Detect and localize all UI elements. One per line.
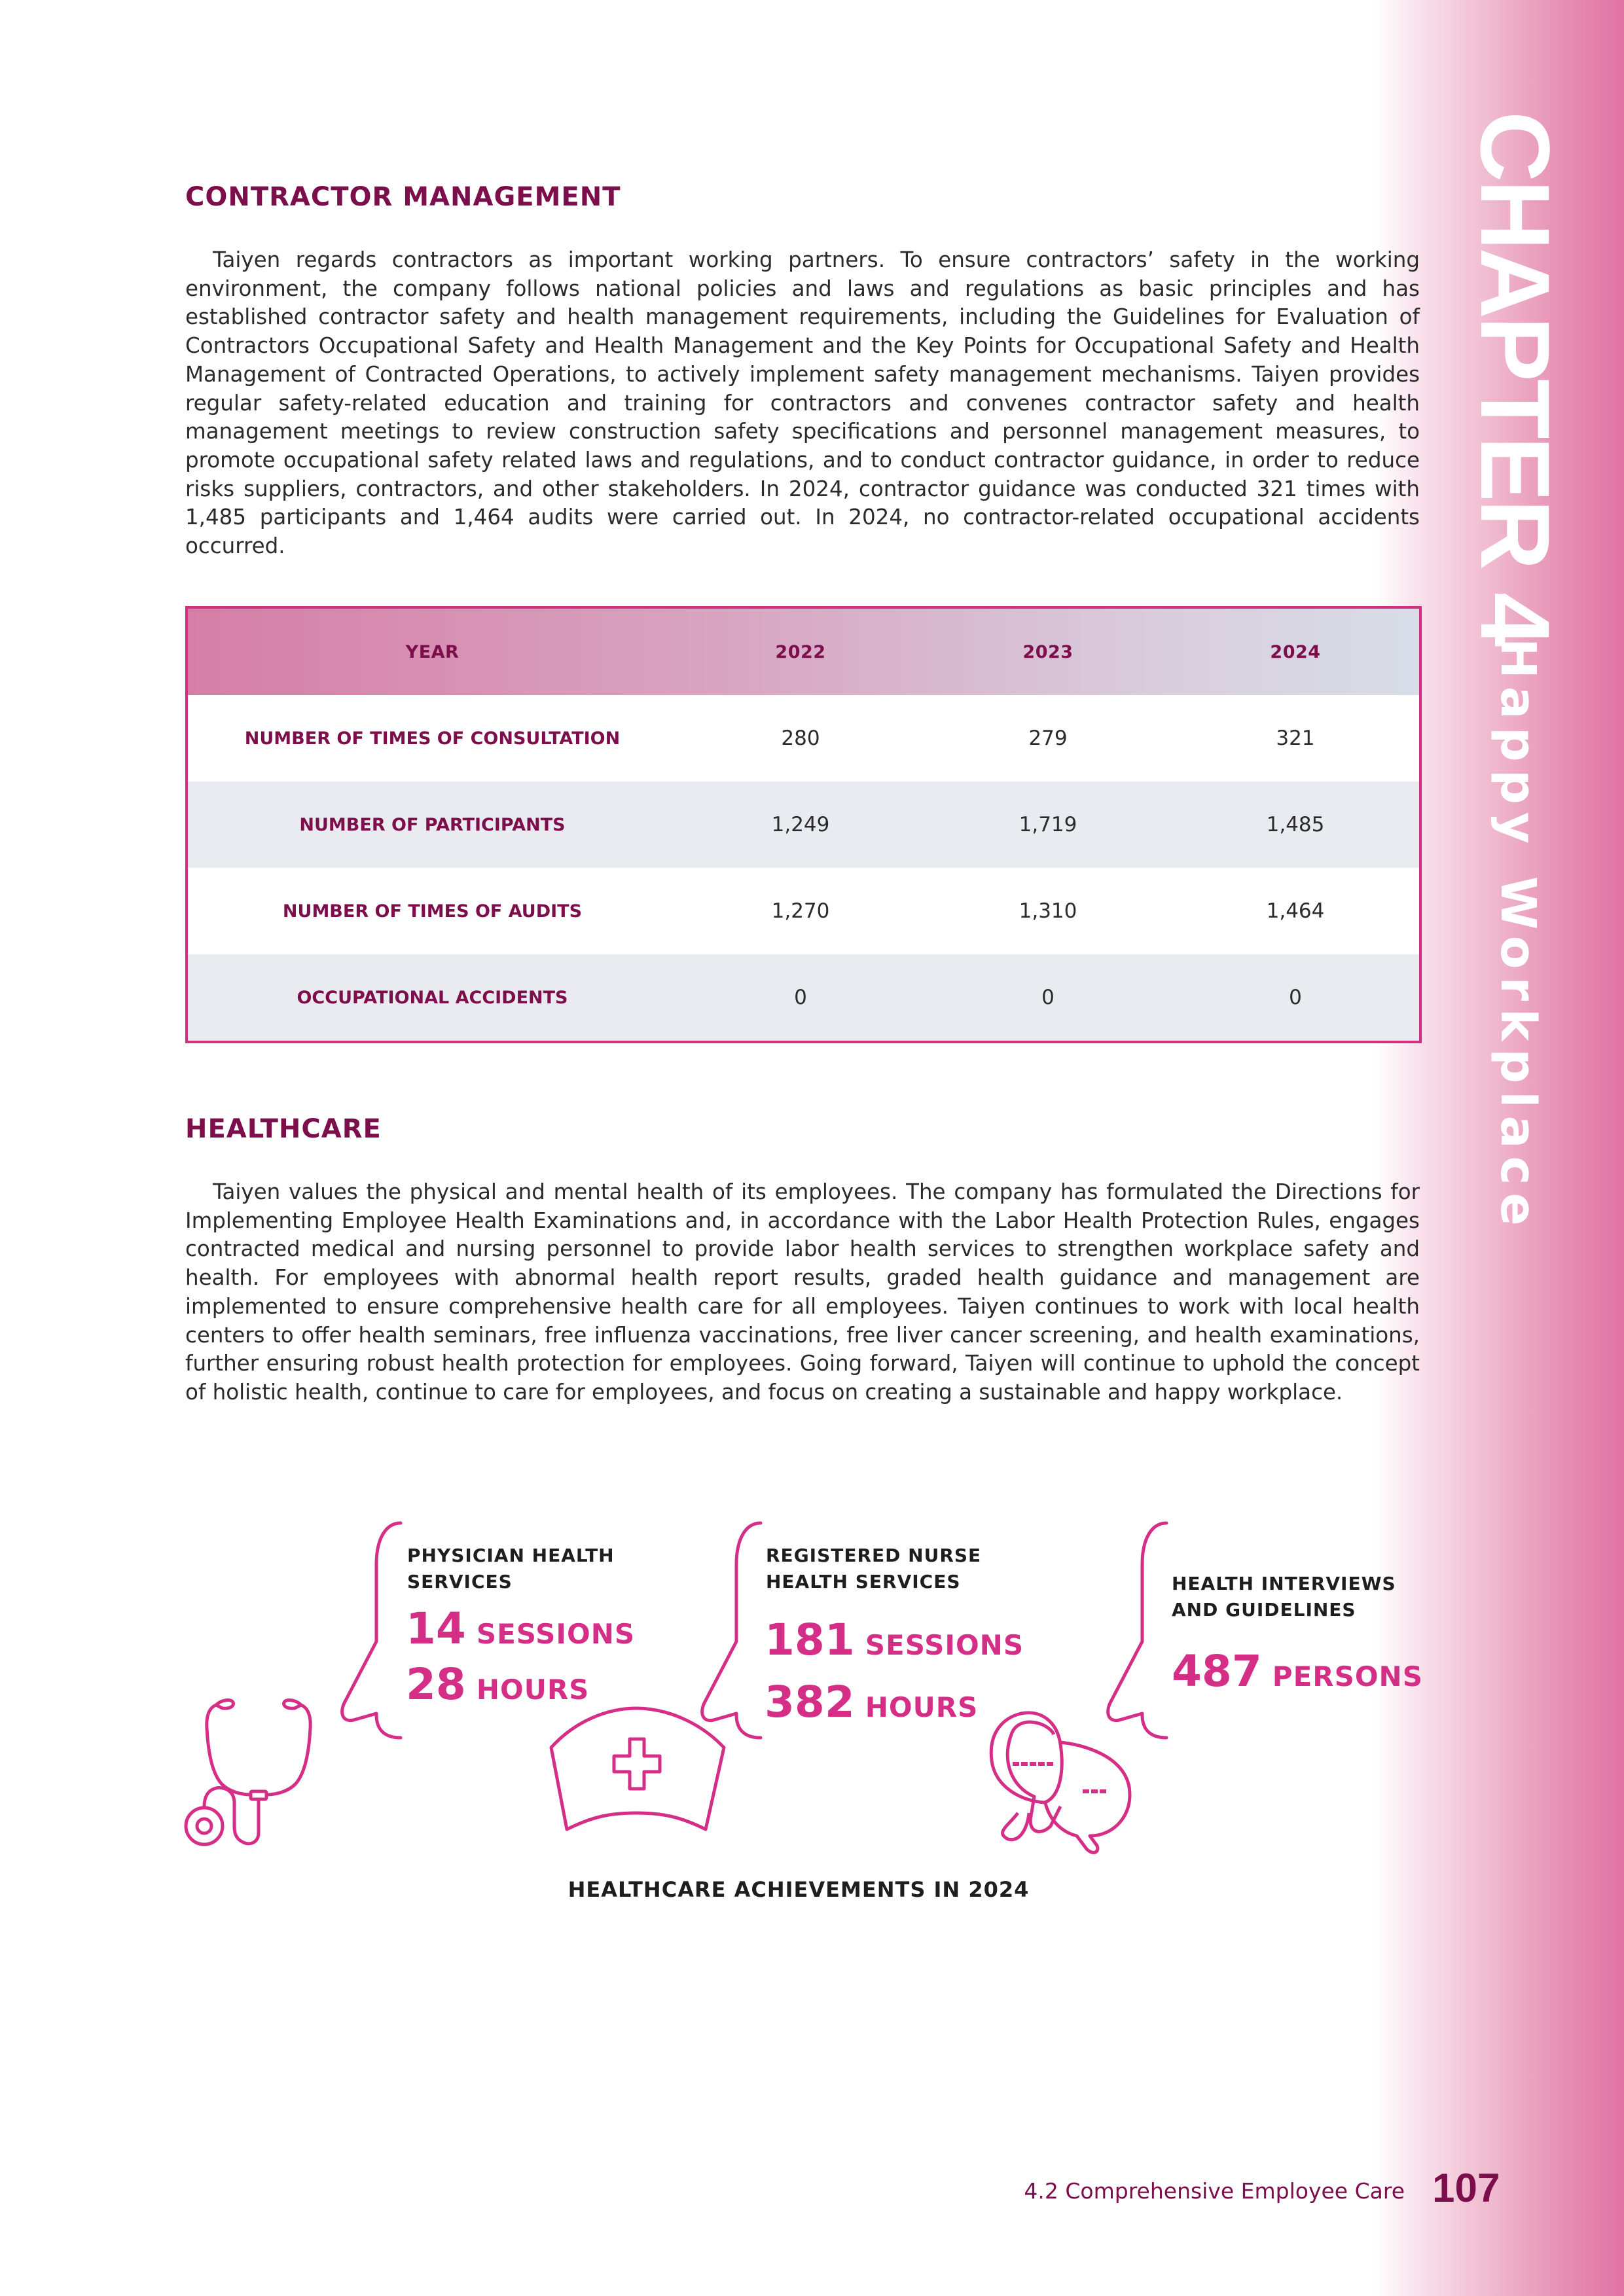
row-label: NUMBER OF TIMES OF CONSULTATION [244,728,621,749]
stat-value: 382 [765,1677,855,1727]
physician-hours-stat [406,1659,589,1710]
stethoscope-icon [186,1700,310,1844]
cell-value: 0 [794,986,807,1009]
speech-dots [1013,1762,1106,1793]
table-header-row [187,607,1420,695]
cell-value: 1,249 [771,813,830,836]
cell-value: 1,310 [1019,899,1077,923]
contractor-stats-table [185,606,1422,1043]
chapter-label: CHAPTER 4 [1460,111,1570,645]
speech-bubbles-icon [991,1713,1130,1853]
callout-bracket-physician [342,1523,401,1738]
label-line: AND GUIDELINES [1172,1599,1356,1621]
stat-unit: PERSONS [1272,1660,1423,1693]
cell-value: 1,485 [1266,813,1325,836]
stat-value: 181 [765,1615,855,1665]
healthcare-paragraph: Taiyen values the physical and mental health of its employees. The company has formulated the Directions for Implementing Employee Health Examinations and, in accordance with the Labor Health Protection Rules, engages contracted medical and nursing personnel to provide labor health services to strengthen workplace safety and health. For employees with abnormal health report results, graded health guidance and management are implemented to ensure comprehensive health care for all employees. Taiyen continues to work with local health centers to offer health seminars, free influenza vaccinations, free liver cancer screening, and health examinations, further ensuring robust health protection for employees. Going forward, Taiyen will continue to uphold the concept of holistic health, continue to care for employees, and focus on creating a sustainable and happy workplace. [185,1179,1420,1405]
cell-value: 1,719 [1019,813,1077,836]
stat-value: 487 [1172,1646,1262,1696]
header-2022: 2022 [775,641,826,662]
stat-value: 14 [406,1604,466,1654]
table-row [187,954,1420,1042]
cell-value: 321 [1276,726,1315,750]
cell-value: 280 [781,726,820,750]
callout-bracket-nurse [702,1523,761,1738]
physician-health-services-label [407,1543,615,1595]
registered-nurse-services-label [766,1543,981,1595]
cell-value: 0 [1289,986,1302,1009]
stat-unit: HOURS [476,1674,590,1706]
table-row [187,868,1420,954]
cell-value: 0 [1041,986,1055,1009]
infographic-caption: HEALTHCARE ACHIEVEMENTS IN 2024 [568,1877,1030,1902]
cell-value: 279 [1028,726,1068,750]
physician-sessions-stat [406,1604,635,1654]
nurse-sessions-stat [765,1615,1024,1665]
stat-unit: HOURS [865,1691,979,1723]
header-year: YEAR [405,641,460,662]
chapter-title: Happy Workplace [1490,638,1546,1234]
footer-section-title: 4.2 Comprehensive Employee Care [1024,2178,1405,2204]
row-label: OCCUPATIONAL ACCIDENTS [297,987,568,1008]
label-line: PHYSICIAN HEALTH [407,1545,615,1566]
table-row [187,695,1420,781]
contractor-management-paragraph: Taiyen regards contractors as important working partners. To ensure contractors’ safety in the working environment, the company follows national policies and laws and regulations as basic principles and has established contractor safety and health management requirements, including the Guidelines for Evaluation of Contractors Occupational Safety and Health Management and the Key Points for Occupational Safety and Health Management of Contracted Operations, to actively implement safety management mechanisms. Taiyen provides regular safety-related education and training for contractors and convenes contractor safety and health management meetings to review construction safety specifications and personnel management measures, to promote occupational safety related laws and regulations, and to conduct contractor guidance, in order to reduce risks suppliers, contractors, and other stakeholders. In 2024, contractor guidance was conducted 321 times with 1,485 participants and 1,464 audits were carried out. In 2024, no contractor-related occupational accidents occurred. [185,247,1420,559]
label-line: HEALTH INTERVIEWS [1172,1573,1396,1594]
nurse-cap-icon [551,1708,724,1829]
callout-bracket-interviews [1108,1523,1166,1738]
cell-value: 1,464 [1266,899,1325,923]
stat-unit: SESSIONS [476,1618,636,1650]
label-line: REGISTERED NURSE [766,1545,982,1566]
healthcare-title: HEALTHCARE [185,1114,382,1144]
page-number: 107 [1432,2166,1500,2211]
nurse-hours-stat [765,1677,978,1727]
row-label: NUMBER OF PARTICIPANTS [299,814,566,835]
label-line: HEALTH SERVICES [766,1571,961,1592]
label-line: SERVICES [407,1571,513,1592]
table-row [187,781,1420,868]
header-2024: 2024 [1270,641,1321,662]
header-2023: 2023 [1022,641,1074,662]
contractor-management-title: CONTRACTOR MANAGEMENT [185,182,621,212]
row-label: NUMBER OF TIMES OF AUDITS [282,901,583,922]
cell-value: 1,270 [771,899,830,923]
health-interviews-label [1172,1571,1396,1623]
stat-value: 28 [406,1659,466,1710]
stat-unit: SESSIONS [865,1629,1024,1661]
